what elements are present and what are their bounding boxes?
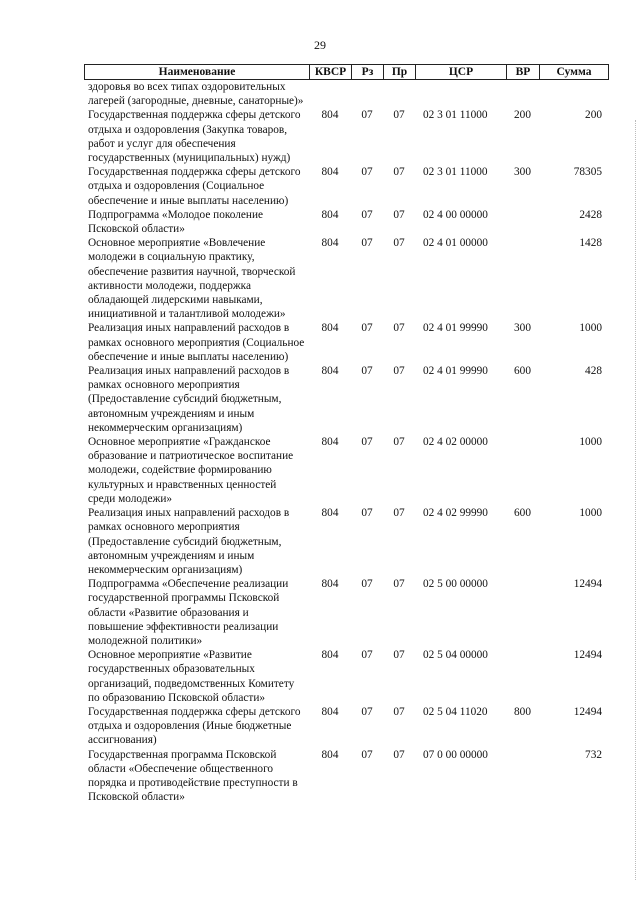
page-number: 29 [314, 38, 326, 52]
row-rz: 07 [361, 649, 373, 662]
header-vr: ВР [507, 65, 540, 80]
table-row [88, 577, 608, 648]
budget-table [88, 80, 608, 804]
row-name: Государственная поддержка сферы детского отдыха и оздоровления (Иные бюджетные ассигнования) [88, 705, 301, 747]
row-rz: 07 [361, 748, 373, 761]
row-csr: 02 5 00 00000 [423, 578, 488, 591]
row-name: Подпрограмма «Обеспечение реализации государственной программы Псковской области «Развитие образования и повышение эффективности реализации молодежной политики» [88, 578, 289, 647]
table-row [88, 80, 608, 108]
row-kvsr: 804 [321, 109, 339, 122]
table-row [88, 321, 608, 364]
row-name: здоровья во всех типах оздоровительных лагерей (загородные, дневные, санаторные)» [88, 81, 304, 108]
row-sum: 12494 [573, 705, 602, 718]
row-csr: 02 4 00 00000 [423, 208, 488, 221]
table-row [88, 648, 608, 705]
row-rz [351, 80, 383, 108]
row-name: Основное мероприятие «Развитие государственных образовательных организаций, подведомственных Комитету по образованию Псковской области» [88, 649, 295, 704]
row-pr: 07 [393, 166, 405, 179]
row-vr [506, 577, 539, 648]
row-vr [506, 208, 539, 236]
row-csr: 02 5 04 11020 [423, 705, 488, 718]
table-row [88, 705, 608, 748]
row-sum: 1000 [579, 322, 602, 335]
row-vr: 200 [514, 109, 531, 122]
budget-table-body [88, 80, 608, 804]
row-pr [383, 80, 415, 108]
header-pr: Пр [384, 65, 416, 80]
row-sum: 1428 [579, 237, 602, 250]
row-pr: 07 [393, 237, 405, 250]
row-rz: 07 [361, 109, 373, 122]
table-row [88, 748, 608, 805]
row-csr: 02 4 01 99990 [423, 365, 488, 378]
row-name: Государственная программа Псковской области «Обеспечение общественного порядка и противодействие преступности в Псковской области» [88, 748, 298, 804]
row-csr: 02 3 01 11000 [423, 166, 488, 179]
row-vr: 300 [514, 166, 531, 179]
row-kvsr: 804 [321, 748, 339, 761]
row-sum: 1000 [579, 507, 602, 520]
row-kvsr: 804 [321, 208, 339, 221]
row-vr [506, 435, 539, 506]
row-sum: 200 [585, 109, 602, 122]
row-name: Подпрограмма «Молодое поколение Псковской области» [88, 208, 264, 236]
row-csr [415, 80, 506, 108]
row-pr: 07 [393, 578, 405, 591]
row-name: Государственная поддержка сферы детского отдыха и оздоровления (Закупка товаров, работ и услуг для обеспечения государственных (муниципальных) нужд) [88, 109, 301, 165]
row-rz: 07 [361, 322, 373, 335]
row-rz: 07 [361, 436, 373, 449]
row-csr: 02 4 02 99990 [423, 507, 488, 520]
row-sum: 732 [585, 748, 602, 761]
row-rz: 07 [361, 578, 373, 591]
row-kvsr: 804 [321, 578, 339, 591]
row-rz: 07 [361, 237, 373, 250]
header-kvsr: КВСР [310, 65, 352, 80]
table-row [88, 506, 608, 577]
table-header [84, 64, 609, 80]
row-name: Государственная поддержка сферы детского отдыха и оздоровления (Социальное обеспечение и иные выплаты населению) [88, 166, 301, 207]
row-kvsr: 804 [321, 436, 339, 449]
row-name: Основное мероприятие «Вовлечение молодежи в социальную практику, обеспечение развития научной, творческой активности молодежи, поддержка обладающей лидерскими навыками, инициативной и талантливой молодежи» [88, 237, 296, 321]
header-sum: Сумма [540, 65, 609, 80]
row-sum: 1000 [579, 436, 602, 449]
row-vr [506, 236, 539, 321]
row-kvsr: 804 [321, 365, 339, 378]
row-kvsr: 804 [321, 507, 339, 520]
row-vr [506, 748, 539, 805]
row-csr: 02 3 01 11000 [423, 109, 488, 122]
header-csr: ЦСР [416, 65, 507, 80]
scan-edge [634, 120, 636, 880]
row-pr: 07 [393, 748, 405, 761]
table-row [88, 165, 608, 208]
row-rz: 07 [361, 208, 373, 221]
row-pr: 07 [393, 208, 405, 221]
table-row [88, 364, 608, 435]
row-sum: 12494 [573, 578, 602, 591]
row-csr: 07 0 00 00000 [423, 748, 488, 761]
row-kvsr: 804 [321, 237, 339, 250]
row-pr: 07 [393, 365, 405, 378]
row-name: Основное мероприятие «Гражданское образование и патриотическое воспитание молодежи, содействие формированию культурных и нравственных ценностей среди молодежи» [88, 436, 294, 505]
row-pr: 07 [393, 436, 405, 449]
header-name: Наименование [85, 65, 310, 80]
row-vr: 600 [514, 507, 531, 520]
row-csr: 02 4 02 00000 [423, 436, 488, 449]
row-pr: 07 [393, 109, 405, 122]
row-vr: 300 [514, 322, 531, 335]
row-vr: 800 [514, 705, 531, 718]
row-pr: 07 [393, 649, 405, 662]
row-sum: 78305 [573, 166, 602, 179]
row-kvsr: 804 [321, 705, 339, 718]
row-name: Реализация иных направлений расходов в рамках основного мероприятия (Предоставление субсидий бюджетным, автономным учреждениям и иным некоммерческим организациям) [88, 365, 290, 434]
row-sum: 428 [585, 365, 602, 378]
row-pr: 07 [393, 507, 405, 520]
row-csr: 02 5 04 00000 [423, 649, 488, 662]
table-row [88, 108, 608, 165]
row-sum: 2428 [579, 208, 602, 221]
row-rz: 07 [361, 166, 373, 179]
row-kvsr: 804 [321, 322, 339, 335]
row-vr [506, 648, 539, 705]
row-csr: 02 4 01 99990 [423, 322, 488, 335]
row-rz: 07 [361, 507, 373, 520]
row-kvsr [309, 80, 351, 108]
row-rz: 07 [361, 705, 373, 718]
row-vr: 600 [514, 365, 531, 378]
table-row [88, 236, 608, 321]
row-rz: 07 [361, 365, 373, 378]
header-rz: Рз [352, 65, 384, 80]
row-sum: 12494 [573, 649, 602, 662]
row-kvsr: 804 [321, 649, 339, 662]
row-pr: 07 [393, 705, 405, 718]
table-row [88, 435, 608, 506]
row-name: Реализация иных направлений расходов в рамках основного мероприятия (Предоставление субсидий бюджетным, автономным учреждениям и иным некоммерческим организациям) [88, 507, 290, 576]
row-kvsr: 804 [321, 166, 339, 179]
row-vr [506, 80, 539, 108]
table-row [88, 208, 608, 236]
row-name: Реализация иных направлений расходов в рамках основного мероприятия (Социальное обеспечение и иные выплаты населению) [88, 322, 305, 363]
row-sum [539, 80, 608, 108]
row-pr: 07 [393, 322, 405, 335]
row-csr: 02 4 01 00000 [423, 237, 488, 250]
